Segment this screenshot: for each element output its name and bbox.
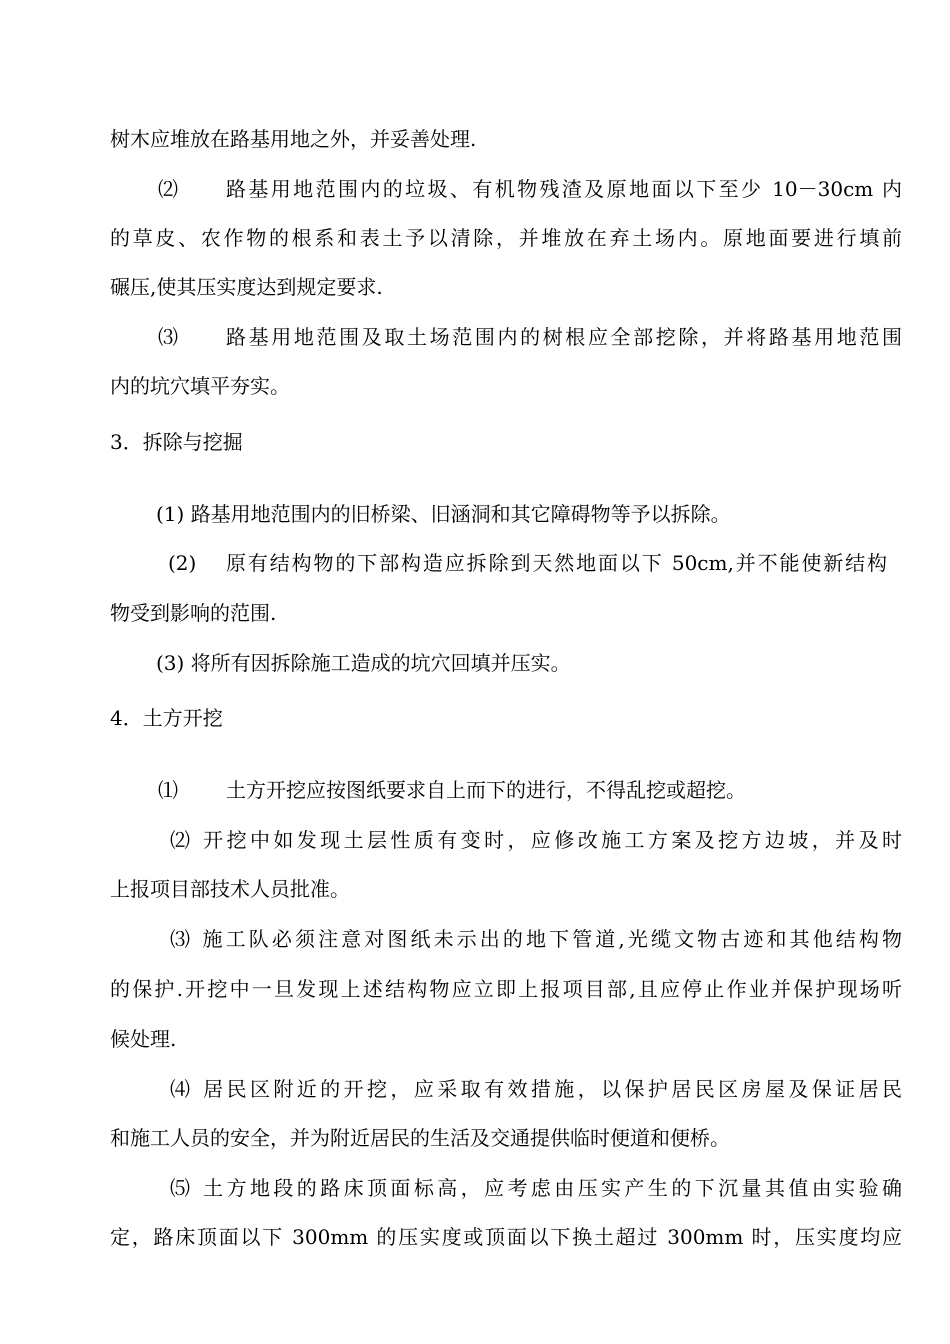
paragraph-line: 上报项目部技术人员批准。 xyxy=(110,877,350,901)
paragraph-line: 碾压,使其压实度达到规定要求. xyxy=(110,275,383,299)
item-marker: ⑴ xyxy=(158,778,178,802)
paragraph-line: ⑶ 施工队必须注意对图纸未示出的地下管道,光缆文物古迹和其他结构物 xyxy=(170,927,902,951)
paragraph-line: 内的坑穴填平夯实。 xyxy=(110,374,290,398)
item-marker: ⑵ xyxy=(158,177,178,201)
item-marker: (2) xyxy=(168,551,197,575)
paragraph-line: 的保护.开挖中一旦发现上述结构物应立即上报项目部,且应停止作业并保护现场听 xyxy=(110,977,902,1001)
paragraph-line: ⑵ 开挖中如发现土层性质有变时，应修改施工方案及挖方边坡，并及时 xyxy=(170,828,902,852)
paragraph-line: 路基用地范围及取土场范围内的树根应全部挖除，并将路基用地范围 xyxy=(226,325,902,349)
paragraph-line: 路基用地范围内的垃圾、有机物残渣及原地面以下至少 10－30cm 内 xyxy=(226,177,902,201)
paragraph-line: 原有结构物的下部构造应拆除到天然地面以下 50cm,并不能使新结构 xyxy=(226,551,887,575)
paragraph-line: 物受到影响的范围. xyxy=(110,601,277,625)
paragraph-line: 树木应堆放在路基用地之外，并妥善处理. xyxy=(110,127,477,151)
paragraph-line: ⑸ 土方地段的路床顶面标高，应考虑由压实产生的下沉量其值由实验确 xyxy=(170,1176,902,1200)
section-heading: 3．拆除与挖掘 xyxy=(110,430,243,454)
paragraph-line: 和施工人员的安全，并为附近居民的生活及交通提供临时便道和便桥。 xyxy=(110,1126,730,1150)
paragraph-line: 土方开挖应按图纸要求自上而下的进行，不得乱挖或超挖。 xyxy=(226,778,746,802)
paragraph-line: ⑷ 居民区附近的开挖，应采取有效措施，以保护居民区房屋及保证居民 xyxy=(170,1077,902,1101)
section-heading: 4．土方开挖 xyxy=(110,706,223,730)
paragraph-line: (3) 将所有因拆除施工造成的坑穴回填并压实。 xyxy=(156,651,571,675)
item-marker: ⑶ xyxy=(158,325,178,349)
paragraph-line: (1) 路基用地范围内的旧桥梁、旧涵洞和其它障碍物等予以拆除。 xyxy=(156,502,731,526)
paragraph-line: 定，路床顶面以下 300mm 的压实度或顶面以下换土超过 300mm 时，压实度均应 xyxy=(110,1225,902,1249)
paragraph-line: 候处理. xyxy=(110,1027,177,1051)
paragraph-line: 的草皮、农作物的根系和表土予以清除，并堆放在弃土场内。原地面要进行填前 xyxy=(110,226,902,250)
